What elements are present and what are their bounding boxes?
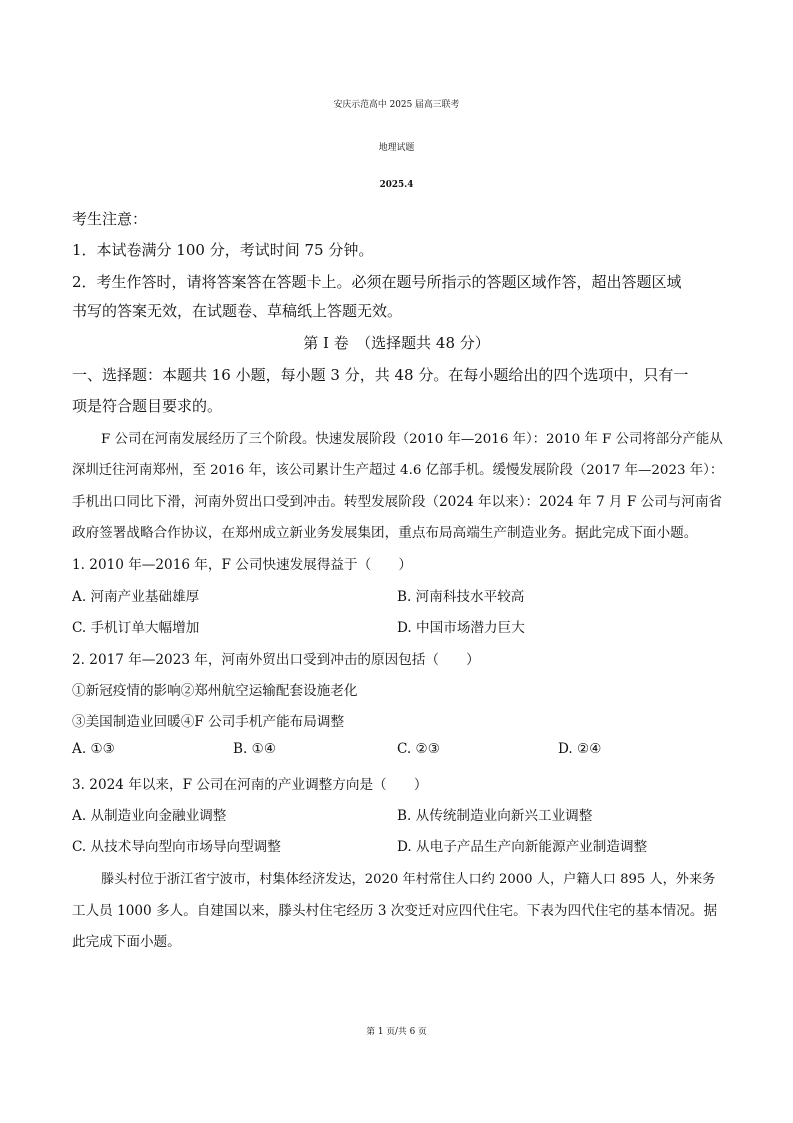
question-3-option-d: D. 从电子产品生产向新能源产业制造调整 [397,839,648,855]
passage1-line-2: 深圳迁往河南郑州，至 2016 年，该公司累计生产超过 4.6 亿部手机。缓慢发展阶段（2017 年—2023 年）： [72,463,724,478]
notice-item-2-line-2: 书写的答案无效，在试题卷、草稿纸上答题无效。 [72,302,403,320]
passage2-line-3: 此完成下面小题。 [72,934,181,950]
question-2-statement-1: ①新冠疫情的影响②郑州航空运输配套设施老化 [72,683,358,699]
section-intro-line-1: 一、选择题：本题共 16 小题，每小题 3 分，共 48 分。在每小题给出的四个选项中，只有一 [72,366,689,384]
question-3-option-c: C. 从技术导向型向市场导向型调整 [72,839,281,855]
question-3-stem: 3. 2024 年以来，F 公司在河南的产业调整方向是（ ） [72,777,428,793]
passage1-line-3: 手机出口同比下滑，河南外贸出口受到冲击。转型发展阶段（2024 年以来）：2024 年 7 月 F 公司与河南省 [72,494,723,510]
passage2-line-2: 工人员 1000 多人。自建国以来，滕头村住宅经历 3 次变迁对应四代住宅。下表为四代住宅的基本情况。据 [72,903,718,919]
notice-item-2-line-1: 2．考生作答时，请将答案答在答题卡上。必须在题号所指示的答题区域作答，超出答题区域 [72,273,682,291]
notice-heading: 考生注意： [72,210,148,228]
section-intro-line-2: 项是符合题目要求的。 [72,397,223,415]
question-2-option-d: D. ②④ [558,741,602,757]
exam-date: 2025.4 [379,180,414,190]
question-1-option-c: C. 手机订单大幅增加 [72,620,200,636]
exam-subject: 地理试题 [378,143,415,153]
question-1-option-b: B. 河南科技水平较高 [397,589,525,605]
question-2-option-a: A. ①③ [72,741,115,757]
question-1-option-d: D. 中国市场潜力巨大 [397,620,525,636]
passage2-line-1: 滕头村位于浙江省宁波市，村集体经济发达，2020 年村常住人口约 2000 人，户籍人口 895 人，外来务 [101,872,716,887]
question-2-option-b: B. ①④ [233,741,277,757]
section-heading: 第 I 卷 （选择题共 48 分） [303,334,490,352]
question-3-option-a: A. 从制造业向金融业调整 [72,808,227,824]
question-3-option-b: B. 从传统制造业向新兴工业调整 [397,808,593,824]
notice-item-1: 1．本试卷满分 100 分，考试时间 75 分钟。 [72,241,374,259]
question-2-stem: 2. 2017 年—2023 年，河南外贸出口受到冲击的原因包括（ ） [72,652,480,668]
passage1-line-4: 政府签署战略合作协议，在郑州成立新业务发展集团，重点布局高端生产制造业务。据此完成下面小题。 [72,525,698,541]
page-number: 第 1 页/共 6 页 [366,1027,427,1037]
passage1-line-1: F 公司在河南发展经历了三个阶段。快速发展阶段（2010 年—2016 年）：2010 年 F 公司将部分产能从 [101,432,723,447]
question-1-stem: 1. 2010 年—2016 年，F 公司快速发展得益于（ ） [72,557,412,573]
exam-title: 安庆示范高中 2025 届高三联考 [333,100,460,110]
question-1-option-a: A. 河南产业基础雄厚 [72,589,200,605]
question-2-option-c: C. ②③ [397,741,440,757]
question-2-statement-2: ③美国制造业回暖④F 公司手机产能布局调整 [72,714,345,730]
